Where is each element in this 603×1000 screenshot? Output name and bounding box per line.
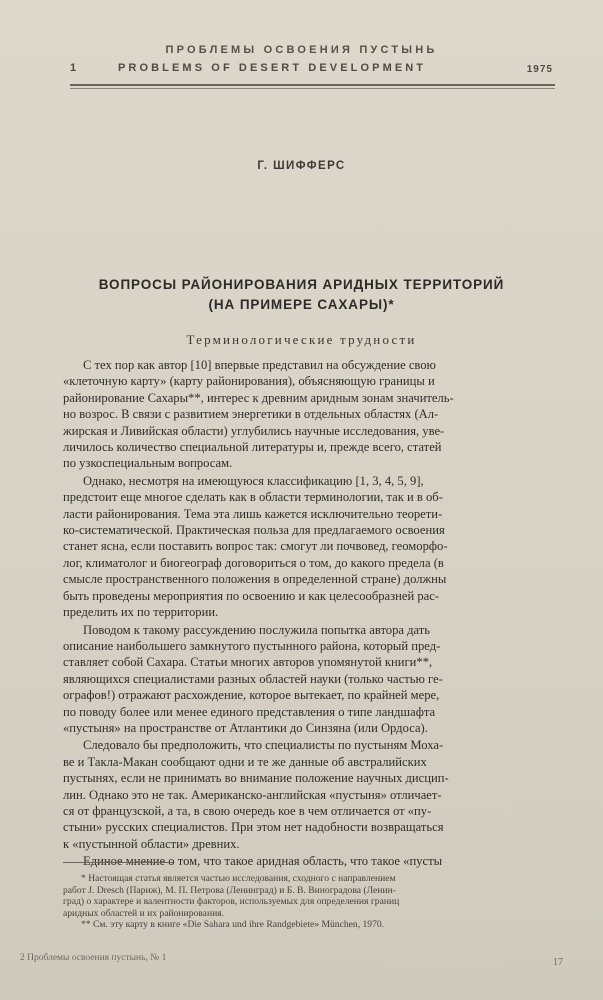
text-line: Единое мнение о том, что такое аридная область, что такое «пусты	[83, 854, 443, 869]
text-line: быть проведены мероприятия по освоению и как целесообразней рас-	[63, 588, 439, 603]
text-line: «клеточную карту» (карту районирования), объясняющую границы и	[63, 374, 435, 389]
text-line: по поводу более или менее единого представления о типе ландшафта	[63, 704, 436, 719]
header-rule	[70, 84, 555, 86]
text-line: описание наибольшего замкнутого пустынного района, который пред-	[63, 638, 441, 653]
article-title-line: (НА ПРИМЕРЕ САХАРЫ)*	[208, 297, 395, 312]
text-line: являющихся специалистами разных областей науки (только частью ге-	[63, 671, 443, 686]
text-line: смысле пространственного положения в определенной стране) должны	[63, 572, 447, 587]
article-title-line: ВОПРОСЫ РАЙОНИРОВАНИЯ АРИДНЫХ ТЕРРИТОРИЙ	[98, 277, 505, 292]
footnote-line: аридных областей и их районирования.	[63, 907, 225, 919]
text-line: «пустыня» на пространстве от Атлантики до Синзяна (или Ордоса).	[63, 720, 428, 735]
section-heading: Терминологические трудности	[186, 332, 417, 347]
footnote-line: работ J. Dresch (Париж), М. П. Петрова (Ленинград) и Б. В. Виноградова (Ленин-	[63, 884, 396, 896]
footnotes	[63, 873, 568, 931]
text-line: ласти районирования. Тема эта лишь кажется исключительно теорети-	[63, 506, 443, 521]
issue-number: 1	[70, 62, 77, 74]
text-line: но возрос. В связи с развитием энергетики в отдельных областях (Ал-	[63, 407, 439, 422]
publication-year: 1975	[526, 64, 553, 75]
text-line: личилось количество специальной литературы и, прежде всего, статей	[63, 440, 442, 455]
text-line: С тех пор как автор [10] впервые представил на обсуждение свою	[83, 358, 436, 372]
series-title-english: PROBLEMS OF DESERT DEVELOPMENT	[118, 62, 427, 74]
text-line: станет ясна, если поставить вопрос так: смогут ли почвовед, геоморфо-	[63, 539, 448, 554]
footnote-line: * Настоящая статья является частью исследования, сходного с направлением	[81, 873, 396, 884]
text-line: лин. Однако это не так. Американско-английская «пустыня» отличает-	[63, 787, 442, 802]
footnote-rule	[63, 862, 173, 863]
text-line: жирская и Ливийская области) углубились научные исследования, уве-	[63, 423, 445, 438]
text-line: районирование Сахары**, интерес к древним аридным зонам значитель-	[63, 390, 454, 405]
paragraph	[63, 357, 566, 472]
article-body	[63, 357, 566, 870]
footnote-line: ** См. эту карту в книге «Die Sahara und ihre Randgebiete» München, 1970.	[81, 919, 385, 931]
text-line: пределить их по территории.	[63, 605, 219, 620]
text-line: ографов!) отражают расхождение, которое вытекает, по крайней мере,	[63, 688, 440, 703]
page-footer	[20, 953, 563, 967]
text-line: ко-систематической. Практическая польза для предлагаемого освоения	[63, 523, 445, 538]
text-line: пустынях, если не принимать во внимание положение научных дисцип-	[63, 771, 449, 786]
article-title	[40, 275, 563, 315]
footnote-line: град) о характере и валентности факторов, используемых для определения границ	[63, 896, 400, 908]
paragraph	[63, 737, 566, 852]
text-line: Однако, несмотря на имеющуюся классификацию [1, 3, 4, 5, 9],	[83, 473, 424, 488]
text-line: ся от французской, а та, в свою очередь кое в чем отличается от «пу-	[63, 803, 432, 818]
text-line: стыни» русских специалистов. При этом нет надобности возвращаться	[63, 820, 444, 835]
text-line: ставляет собой Сахара. Статьи многих авторов упомянутой книги**,	[63, 655, 433, 670]
article-author: Г. ШИФФЕРС	[257, 160, 346, 172]
paragraph	[63, 622, 566, 737]
text-line: по узкоспециальным вопросам.	[63, 456, 233, 471]
paragraph	[63, 473, 566, 621]
series-title-russian: ПРОБЛЕМЫ ОСВОЕНИЯ ПУСТЫНЬ	[165, 44, 438, 56]
text-line: к «пустынной области» древних.	[63, 836, 240, 851]
header-rule-thin	[70, 88, 555, 89]
text-line: Поводом к такому рассуждению послужила попытка автора дать	[83, 622, 431, 637]
text-line: предстоит еще многое сделать как в области терминологии, так и в об-	[63, 490, 443, 505]
text-line: Следовало бы предположить, что специалисты по пустыням Моха-	[83, 738, 444, 753]
page-number: 17	[553, 957, 563, 968]
text-line: ве и Такла-Макан сообщают одни и те же данные об австралийских	[63, 754, 427, 769]
printer-signature: 2 Проблемы освоения пустынь, № 1	[20, 953, 167, 963]
text-line: лог, климатолог и биогеограф договориться о том, до какого предела (в	[63, 555, 444, 570]
header-row	[70, 62, 553, 78]
